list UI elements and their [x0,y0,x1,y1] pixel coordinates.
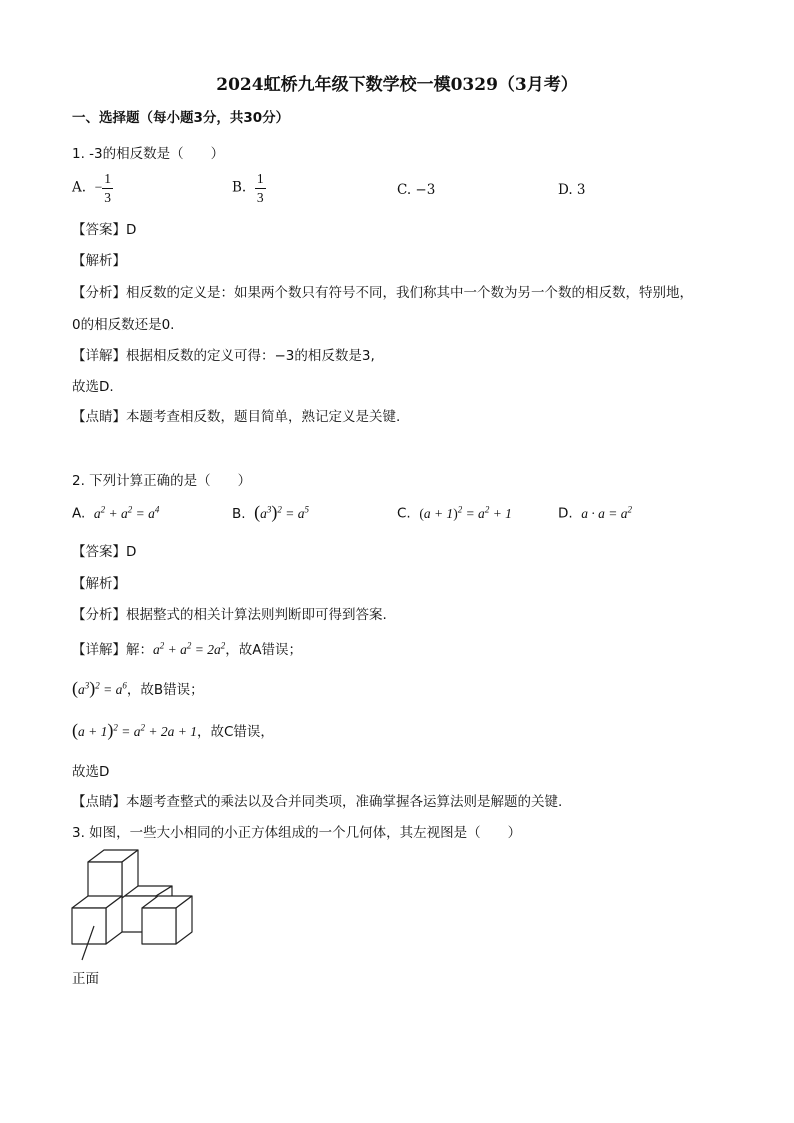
q2-answer: 【答案】D [72,544,137,560]
q3-stem: 3. 如图，一些大小相同的小正方体组成的一个几何体，其左视图是（ ） [72,825,522,841]
section-heading: 一、选择题（每小题3分，共30分） [72,110,290,126]
figure-front-label: 正面 [72,971,99,987]
q1-choose: 故选D. [72,379,114,395]
q2-detail-a: 【详解】解：$a^2 + a^2 = 2a^2$，故A错误； [72,640,302,658]
q1-detail: 【详解】根据相反数的定义可得：−3的相反数是3, [72,348,375,364]
q2-detail-b: $(a^3)^2 = a^6$，故B错误； [72,678,204,698]
q2-detail-c: $(a + 1)^2 = a^2 + 2a + 1$，故C错误， [72,720,274,740]
q2-analysis-tag: 【解析】 [72,576,126,592]
q1-stem: 1. -3的相反数是（ ） [72,146,225,162]
q2-comment: 【点睛】本题考查整式的乘法以及合并同类项，准确掌握各运算法则是解题的关键. [72,794,563,810]
q2-stem: 2. 下列计算正确的是（ ） [72,473,252,489]
q1-analysis-line1: 【分析】相反数的定义是：如果两个数只有符号不同，我们称其中一个数为另一个数的相反数，特别地， [72,285,693,301]
q2-option-d: D. $a \cdot a = a^2$ [558,504,633,522]
q1-option-a: A. − $\frac{1}{3}$ [72,171,112,205]
q1-option-b: B. $\frac{1}{3}$ [232,171,264,205]
q1-comment: 【点睛】本题考查相反数，题目简单，熟记定义是关键. [72,409,401,425]
q1-analysis-tag: 【解析】 [72,253,126,269]
q1-option-d: D. 3 [558,182,586,198]
q1-analysis-line2: 0的相反数还是0. [72,317,175,333]
q1-option-c: C. −3 [397,182,436,198]
cube-solid-figure [66,846,206,986]
q2-option-b: B. $(a^3)^2 = a^5$ [232,502,310,522]
q1-answer: 【答案】D [72,222,137,238]
q2-option-c: C. $(a + 1)^2 = a^2 + 1$ [397,504,512,522]
q2-analysis: 【分析】根据整式的相关计算法则判断即可得到答案. [72,607,387,623]
q2-choose: 故选D [72,764,110,780]
page-title: 2024虹桥九年级下数学校一模0329（3月考） [216,75,578,95]
q2-option-a: A. $a^2 + a^2 = a^4$ [72,504,160,522]
